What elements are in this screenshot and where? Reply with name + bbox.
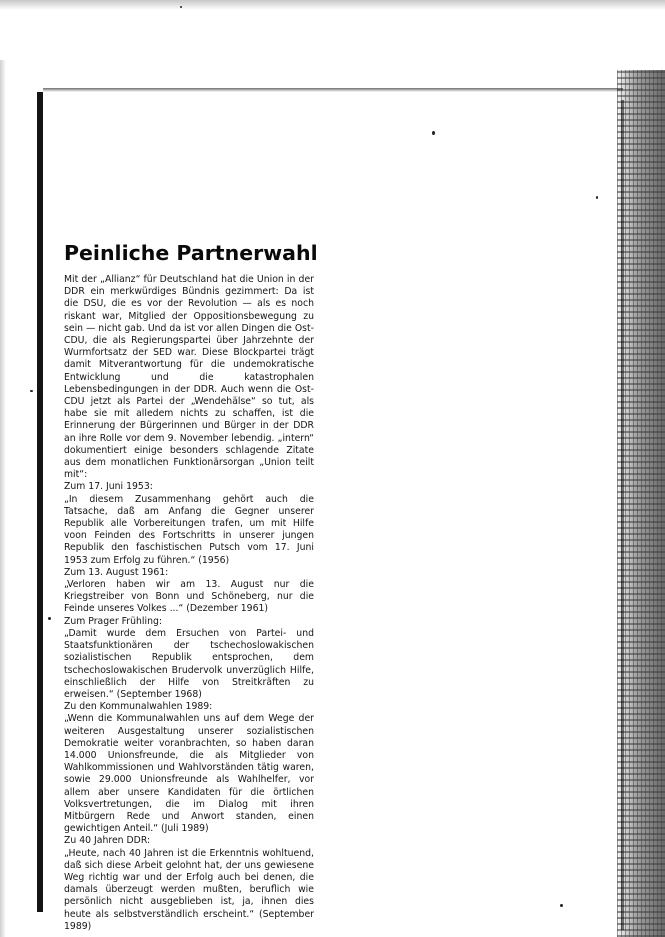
section-heading: Zum 17. Juni 1953: (64, 481, 153, 493)
scan-speck (180, 6, 182, 8)
section-heading: Zu den Kommunalwahlen 1989: (64, 701, 213, 713)
section-quote: „Wenn die Kommunalwahlen uns auf dem Wege der weiteren Ausgestaltung unserer sozialistischen Demokratie weiter voranbrachten, so haben daran 14.000 Unionsfreunde, die als Mitglieder von Wahlkommissionen und Wahlvorständen tätig waren, sowie 29.000 Unionsfreunde als Wahlhelfer, vor allem aber unsere Kandidaten für die örtlichen Volksvertretungen, die im Dialog mit ihren Mitbürgern Rede und Anwort standen, einen gewichtigen Anteil.“ (Juli 1989) (64, 713, 314, 835)
scan-speck (596, 196, 598, 199)
section-quote: „In diesem Zusammenhang gehört auch die Tatsache, daß am Anfang die Gegner unserer Republik alle Vorbereitungen trafen, um mit Hilfe voon Feinden des Fortschritts in unserer jungen Republik den faschistischen Putsch vom 17. Juni 1953 zum Erfolg zu führen.“ (1956) (64, 493, 314, 566)
section-quote: „Heute, nach 40 Jahren ist die Erkenntnis wohltuend, daß sich diese Arbeit gelohnt hat, der uns gewiesene Weg richtig war und der Erfolg auch bei denen, die damals überzeugt werden mußten, beruflich wie persönlich nicht ausgeblieben ist, ja, ihnen dies heute als selbstverständlich erscheint.“ (September 1989) (64, 847, 314, 932)
article-body (64, 274, 314, 933)
section-heading: Zum 13. August 1961: (64, 566, 169, 578)
scan-edge-left (0, 60, 6, 937)
scan-edge-top (0, 0, 665, 10)
scan-speck (48, 617, 51, 620)
section-quote: „Verloren haben wir am 13. August nur die Kriegstreiber von Bonn und Schöneberg, nur die Feinde unseres Volkes ...“ (Dezember 1961) (64, 579, 314, 615)
article (64, 240, 318, 933)
scan-noise-right (617, 70, 665, 937)
article-intro: Mit der „Allianz“ für Deutschland hat die Union in der DDR ein merkwürdiges Bündnis gezimmert: Da ist die DSU, die es vor der Revolution — als es noch riskant war, Mitglied der Oppositionsbewegung zu sein — nicht gab. Und da ist vor allen Dingen die Ost-CDU, die als Regierungspartei über Jahrzehnte der Wurmfortsatz der SED war. Diese Blockpartei trägt damit Mitverantwortung für die undemokratische Entwicklung und die katastrophalen Lebensbedingungen in der DDR. Auch wenn die Ost-CDU jetzt als Partei der „Wendehälse“ so tut, als habe sie mit alledem nichts zu schaffen, ist die Erinnerung der Bürgerinnen und Bürger in der DDR an ihre Rolle vor dem 9. November lebendig. „intern“ dokumentiert einige besonders schlagende Zitate aus dem monatlichen Funktionärsorgan „Union teilt mit“: (64, 274, 314, 481)
scan-speck (432, 131, 435, 135)
scan-shadow-bar (37, 92, 43, 912)
section-heading: Zu 40 Jahren DDR: (64, 835, 151, 847)
article-headline: Peinliche Partnerwahl (64, 241, 318, 265)
scan-speck (30, 390, 33, 392)
scan-paper-edge (43, 88, 623, 92)
section-quote: „Damit wurde dem Ersuchen von Partei- und Staatsfunktionären der tschechoslowakischen sozialistischen Republik entsprochen, dem tschechoslowakischen Brudervolk unverzüglich Hilfe, einschließlich der Hilfe von Streitkräften zu erweisen.“ (September 1968) (64, 627, 314, 700)
section-heading: Zum Prager Frühling: (64, 615, 163, 627)
scan-speck (560, 904, 563, 907)
